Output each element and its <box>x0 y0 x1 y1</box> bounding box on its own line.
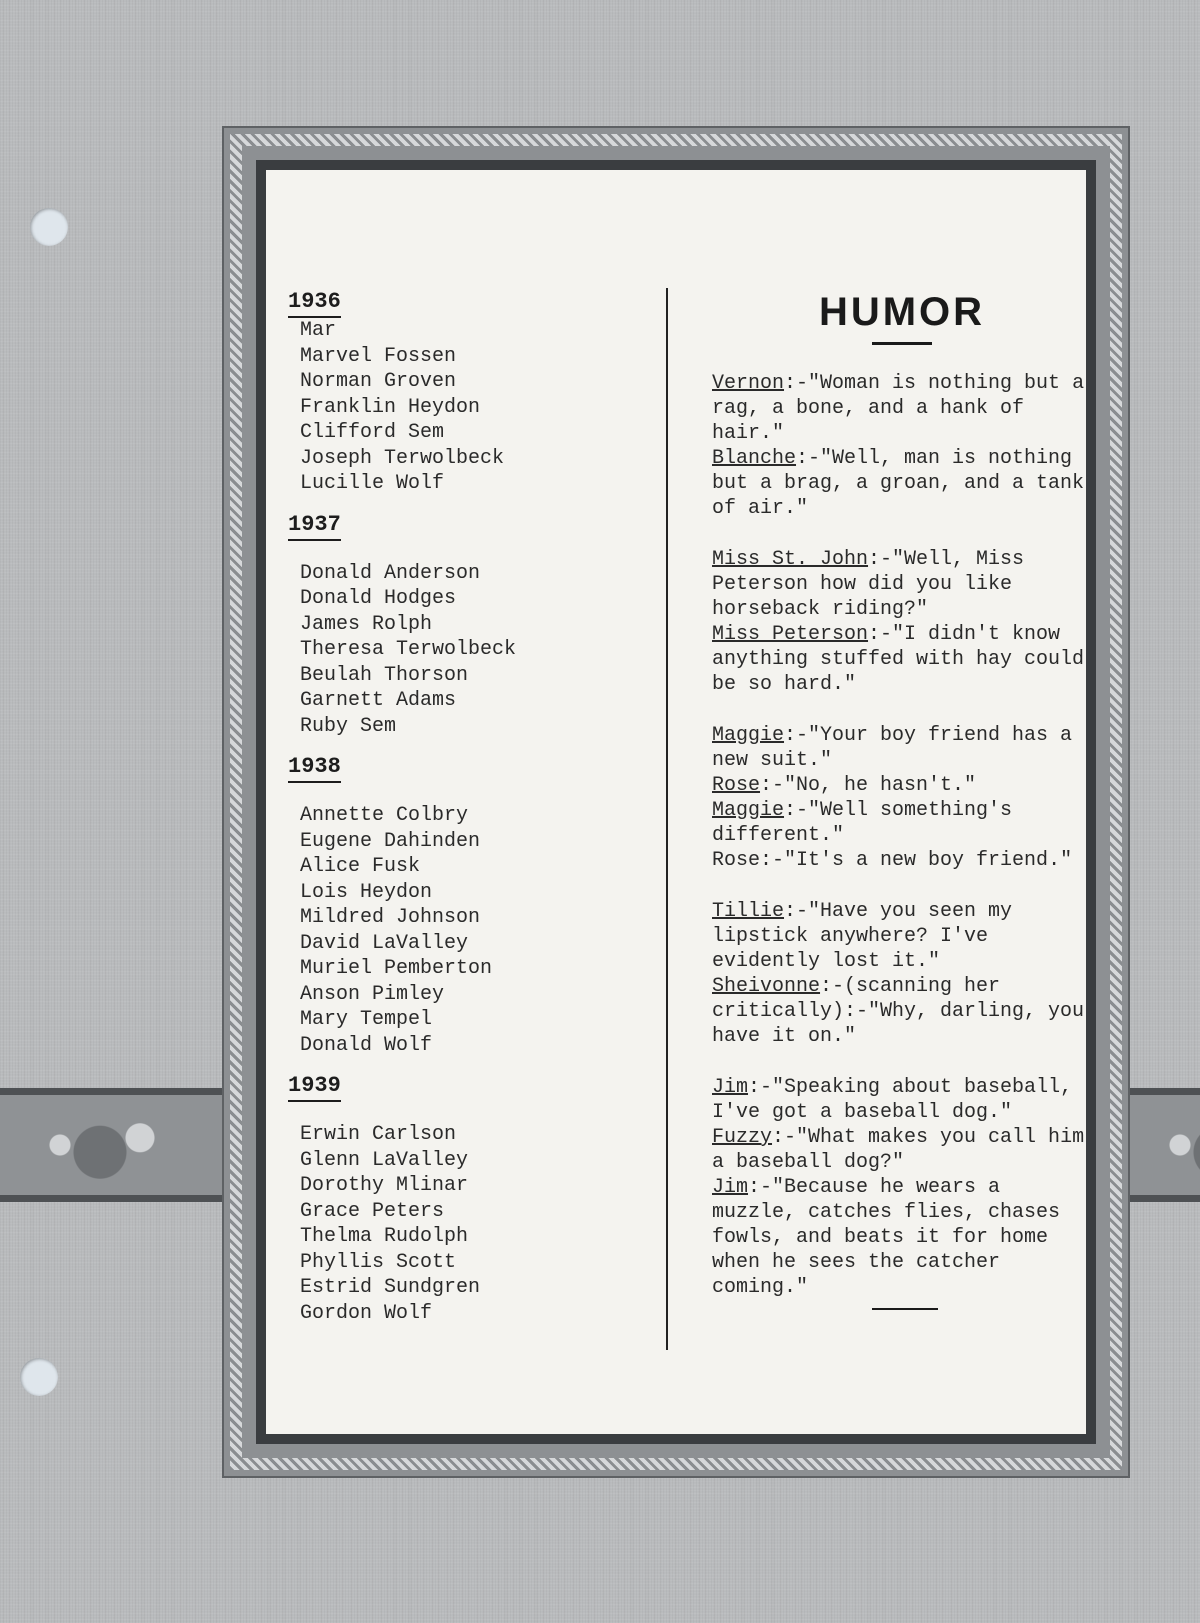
list-item: Marvel Fossen <box>300 344 457 368</box>
list-item: Garnett Adams <box>300 689 457 712</box>
list-item: Alice Fusk <box>300 855 421 878</box>
page-title: HUMOR <box>818 290 986 334</box>
list-item: David LaValley <box>300 931 469 955</box>
joke-block <box>712 1075 1092 1300</box>
list-item: Phyllis Scott <box>300 1250 457 1274</box>
quote: :-"Well something's different." <box>712 799 1013 847</box>
class-year: 1938 <box>288 753 341 783</box>
binder-hole-bottom <box>20 1358 58 1396</box>
list-item: Donald Hodges <box>300 587 457 610</box>
list-item: Erwin Carlson <box>300 1123 457 1146</box>
joke-line <box>712 371 1092 446</box>
joke-line <box>712 899 1092 974</box>
joke-line <box>712 1125 1092 1175</box>
quote: :-"Have you seen my lipstick anywhere? I've evidently lost it." <box>712 900 1013 973</box>
speaker: Vernon <box>712 372 785 395</box>
class-year: 1937 <box>288 511 341 541</box>
quote: :-"It's a new boy friend." <box>760 849 1073 872</box>
speaker: Rose <box>712 849 761 872</box>
speaker: Rose <box>712 774 761 797</box>
list-item: Dorothy Mlinar <box>300 1174 469 1197</box>
speaker: Maggie <box>712 724 785 747</box>
column-divider <box>666 288 668 1350</box>
quote: :-"Because he wears a muzzle, catches flies, chases fowls, and beats it for home when he sees the catcher coming." <box>712 1176 1061 1299</box>
list-item: Beulah Thorson <box>300 663 469 687</box>
list-item: Franklin Heydon <box>300 395 481 419</box>
list-item: Thelma Rudolph <box>300 1225 469 1248</box>
joke-block <box>712 547 1092 697</box>
list-item: Estrid Sundgren <box>300 1276 481 1299</box>
list-item: Donald Anderson <box>300 561 481 585</box>
list-item: Lois Heydon <box>300 880 433 904</box>
class-section-1936 <box>288 288 648 497</box>
quote: :-"Woman is nothing but a rag, a bone, and a hank of hair." <box>712 372 1085 445</box>
class-year: 1939 <box>288 1072 341 1102</box>
joke-line <box>712 848 1092 873</box>
quote: :-"Speaking about baseball, I've got a baseball dog." <box>712 1076 1073 1124</box>
joke-line <box>712 1075 1092 1125</box>
joke-line <box>712 1175 1092 1300</box>
list-item: Gordon Wolf <box>300 1301 433 1325</box>
class-section-1937 <box>288 511 648 740</box>
list-item: Theresa Terwolbeck <box>300 638 517 661</box>
name-list <box>288 803 648 1058</box>
class-lists-column <box>288 288 648 1326</box>
quote: :-"I didn't know anything stuffed with hay could be so hard." <box>712 623 1085 696</box>
class-section-1939 <box>288 1072 648 1326</box>
scroll-ornament-left <box>0 1109 200 1181</box>
joke-line <box>712 773 1092 798</box>
humor-column <box>712 288 1092 1310</box>
list-item: Anson Pimley <box>300 982 445 1006</box>
list-item: Lucille Wolf <box>300 472 445 495</box>
joke-block <box>712 723 1092 873</box>
list-item: Grace Peters <box>300 1199 445 1223</box>
joke-line <box>712 547 1092 622</box>
closing-rule <box>872 1308 938 1310</box>
speaker: Maggie <box>712 799 785 822</box>
list-item: Donald Wolf <box>300 1033 433 1057</box>
name-list <box>288 318 648 497</box>
speaker: Tillie <box>712 900 785 923</box>
joke-block <box>712 371 1092 521</box>
title-underline <box>872 342 932 345</box>
list-item: Mar <box>300 319 337 342</box>
name-list <box>288 1122 648 1326</box>
speaker: Sheivonne <box>712 975 821 998</box>
joke-line <box>712 974 1092 1049</box>
list-item: Annette Colbry <box>300 804 469 827</box>
list-item: Glenn LaValley <box>300 1148 469 1172</box>
quote: :-"Well, Miss Peterson how did you like horseback riding?" <box>712 548 1025 621</box>
list-item: Ruby Sem <box>300 714 397 738</box>
quote: :-"Your boy friend has a new suit." <box>712 724 1073 772</box>
speaker: Miss Peterson <box>712 623 869 646</box>
joke-block <box>712 899 1092 1049</box>
scroll-ornament-right <box>1120 1109 1200 1181</box>
joke-line <box>712 723 1092 773</box>
name-list <box>288 561 648 740</box>
class-section-1938 <box>288 753 648 1058</box>
list-item: Norman Groven <box>300 370 457 393</box>
binder-hole-top <box>30 208 68 246</box>
quote: :-(scanning her critically):-"Why, darling, you have it on." <box>712 975 1085 1048</box>
list-item: Muriel Pemberton <box>300 957 493 980</box>
joke-line <box>712 446 1092 521</box>
quote: :-"Well, man is nothing but a brag, a groan, and a tank of air." <box>712 447 1085 520</box>
speaker: Miss St. John <box>712 548 869 571</box>
speaker: Blanche <box>712 447 797 470</box>
class-year: 1936 <box>288 288 341 318</box>
page-frame <box>222 126 1130 1478</box>
speaker: Fuzzy <box>712 1126 773 1149</box>
speaker: Jim <box>712 1076 749 1099</box>
list-item: Clifford Sem <box>300 421 445 444</box>
list-item: Joseph Terwolbeck <box>300 446 505 470</box>
list-item: Mary Tempel <box>300 1008 433 1031</box>
list-item: James Rolph <box>300 612 433 636</box>
joke-line <box>712 798 1092 848</box>
list-item: Eugene Dahinden <box>300 829 481 853</box>
speaker: Jim <box>712 1176 749 1199</box>
quote: :-"No, he hasn't." <box>760 774 977 797</box>
list-item: Mildred Johnson <box>300 906 481 929</box>
quote: :-"What makes you call him a baseball dog?" <box>712 1126 1085 1174</box>
typed-page <box>266 170 1086 1434</box>
joke-line <box>712 622 1092 697</box>
